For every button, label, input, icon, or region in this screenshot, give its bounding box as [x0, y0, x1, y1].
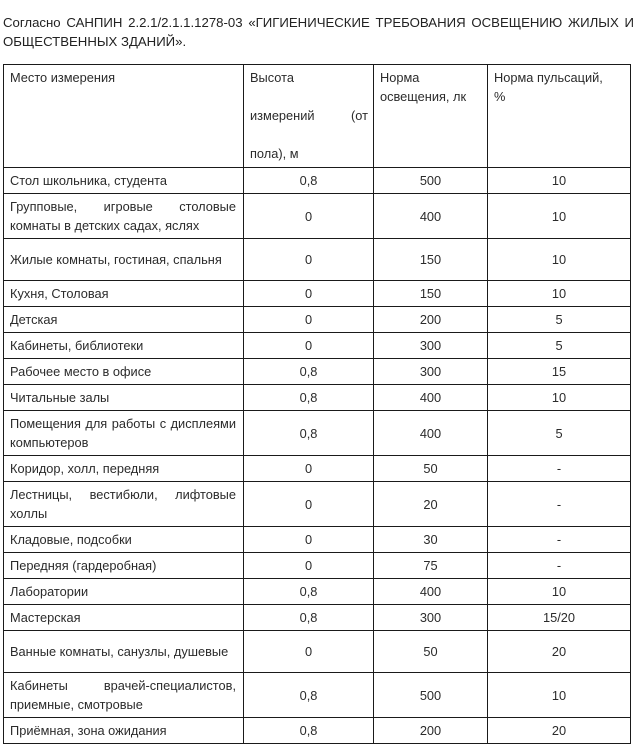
cell-measurement-height: 0 [244, 194, 374, 239]
intro-paragraph: Согласно САНПИН 2.2.1/2.1.1.1278-03 «ГИГИЕНИЧЕСКИЕ ТРЕБОВАНИЯ ОСВЕЩЕНИЮ ЖИЛЫХ И ОБЩЕСТВЕННЫХ ЗДАНИЙ». [3, 15, 634, 49]
column-header-height-line-3: пола), м [250, 146, 299, 162]
table-row [4, 718, 631, 744]
cell-measurement-height: 0 [244, 307, 374, 333]
cell-illumination-norm: 400 [374, 579, 488, 605]
table-row [4, 281, 631, 307]
cell-place: Коридор, холл, передняя [4, 456, 244, 482]
document-page [0, 13, 638, 739]
cell-pulsation-norm: 10 [488, 239, 631, 281]
cell-place: Групповые, игровые столовые комнаты в детских садах, яслях [4, 194, 244, 239]
cell-measurement-height: 0 [244, 482, 374, 527]
cell-pulsation-norm: - [488, 482, 631, 527]
cell-pulsation-norm: 20 [488, 718, 631, 744]
cell-measurement-height: 0 [244, 631, 374, 673]
table-row [4, 307, 631, 333]
cell-place: Кухня, Столовая [4, 281, 244, 307]
cell-pulsation-norm: 10 [488, 281, 631, 307]
cell-place: Лаборатории [4, 579, 244, 605]
column-header-lux [374, 65, 488, 168]
cell-pulsation-norm: - [488, 553, 631, 579]
cell-measurement-height: 0 [244, 456, 374, 482]
cell-illumination-norm: 500 [374, 168, 488, 194]
cell-pulsation-norm: 10 [488, 194, 631, 239]
table-row [4, 333, 631, 359]
cell-illumination-norm: 20 [374, 482, 488, 527]
cell-illumination-norm: 400 [374, 411, 488, 456]
column-header-height-line-1: Высота [250, 70, 294, 86]
cell-pulsation-norm: 5 [488, 333, 631, 359]
table-row [4, 527, 631, 553]
cell-illumination-norm: 50 [374, 631, 488, 673]
table-row [4, 673, 631, 718]
cell-place: Читальные залы [4, 385, 244, 411]
table-row [4, 579, 631, 605]
lighting-norms-table [3, 64, 631, 744]
cell-illumination-norm: 150 [374, 239, 488, 281]
cell-measurement-height: 0,8 [244, 579, 374, 605]
cell-place: Кладовые, подсобки [4, 527, 244, 553]
table-row [4, 385, 631, 411]
table-header-row [4, 65, 631, 168]
column-header-place [4, 65, 244, 168]
table-row [4, 168, 631, 194]
cell-pulsation-norm: 5 [488, 307, 631, 333]
cell-illumination-norm: 30 [374, 527, 488, 553]
cell-measurement-height: 0,8 [244, 718, 374, 744]
cell-illumination-norm: 300 [374, 605, 488, 631]
table-body [4, 168, 631, 744]
cell-illumination-norm: 50 [374, 456, 488, 482]
cell-place: Жилые комнаты, гостиная, спальня [4, 239, 244, 281]
cell-place: Лестницы, вестибюли, лифтовые холлы [4, 482, 244, 527]
table-header [4, 65, 631, 168]
lighting-norms-table-wrapper [0, 64, 638, 744]
cell-illumination-norm: 200 [374, 718, 488, 744]
cell-pulsation-norm: - [488, 456, 631, 482]
cell-illumination-norm: 400 [374, 194, 488, 239]
cell-measurement-height: 0,8 [244, 168, 374, 194]
cell-illumination-norm: 75 [374, 553, 488, 579]
cell-measurement-height: 0,8 [244, 605, 374, 631]
cell-illumination-norm: 500 [374, 673, 488, 718]
cell-pulsation-norm: 10 [488, 385, 631, 411]
column-header-lux-line-2: освещения, лк [380, 89, 467, 105]
column-header-pulsation [488, 65, 631, 168]
table-row [4, 456, 631, 482]
column-header-pulsation-line-2: % [494, 89, 506, 105]
cell-measurement-height: 0,8 [244, 359, 374, 385]
column-header-place-label: Место измерения [10, 70, 116, 86]
column-header-height-line-2: измерений (от [250, 108, 368, 124]
cell-place: Стол школьника, студента [4, 168, 244, 194]
cell-measurement-height: 0 [244, 333, 374, 359]
cell-place: Приёмная, зона ожидания [4, 718, 244, 744]
cell-measurement-height: 0 [244, 527, 374, 553]
cell-illumination-norm: 400 [374, 385, 488, 411]
table-row [4, 194, 631, 239]
cell-illumination-norm: 300 [374, 359, 488, 385]
column-header-pulsation-line-1: Норма пульсаций, [494, 70, 603, 86]
cell-pulsation-norm: 10 [488, 579, 631, 605]
cell-pulsation-norm: 15 [488, 359, 631, 385]
cell-measurement-height: 0 [244, 553, 374, 579]
cell-pulsation-norm: 10 [488, 168, 631, 194]
cell-place: Передняя (гардеробная) [4, 553, 244, 579]
cell-illumination-norm: 200 [374, 307, 488, 333]
cell-place: Ванные комнаты, санузлы, душевые [4, 631, 244, 673]
cell-place: Помещения для работы с дисплеями компьютеров [4, 411, 244, 456]
cell-measurement-height: 0 [244, 281, 374, 307]
table-row [4, 411, 631, 456]
table-row [4, 553, 631, 579]
cell-place: Мастерская [4, 605, 244, 631]
cell-measurement-height: 0 [244, 239, 374, 281]
cell-pulsation-norm: 5 [488, 411, 631, 456]
cell-pulsation-norm: 20 [488, 631, 631, 673]
cell-place: Детская [4, 307, 244, 333]
cell-pulsation-norm: 15/20 [488, 605, 631, 631]
cell-pulsation-norm: 10 [488, 673, 631, 718]
cell-measurement-height: 0,8 [244, 673, 374, 718]
cell-measurement-height: 0,8 [244, 385, 374, 411]
table-row [4, 482, 631, 527]
cell-illumination-norm: 150 [374, 281, 488, 307]
cell-illumination-norm: 300 [374, 333, 488, 359]
cell-place: Рабочее место в офисе [4, 359, 244, 385]
cell-place: Кабинеты врачей-специалистов, приемные, смотровые [4, 673, 244, 718]
cell-pulsation-norm: - [488, 527, 631, 553]
table-row [4, 631, 631, 673]
table-row [4, 605, 631, 631]
column-header-lux-line-1: Норма [380, 70, 420, 86]
cell-measurement-height: 0,8 [244, 411, 374, 456]
table-row [4, 239, 631, 281]
table-row [4, 359, 631, 385]
column-header-height [244, 65, 374, 168]
cell-place: Кабинеты, библиотеки [4, 333, 244, 359]
